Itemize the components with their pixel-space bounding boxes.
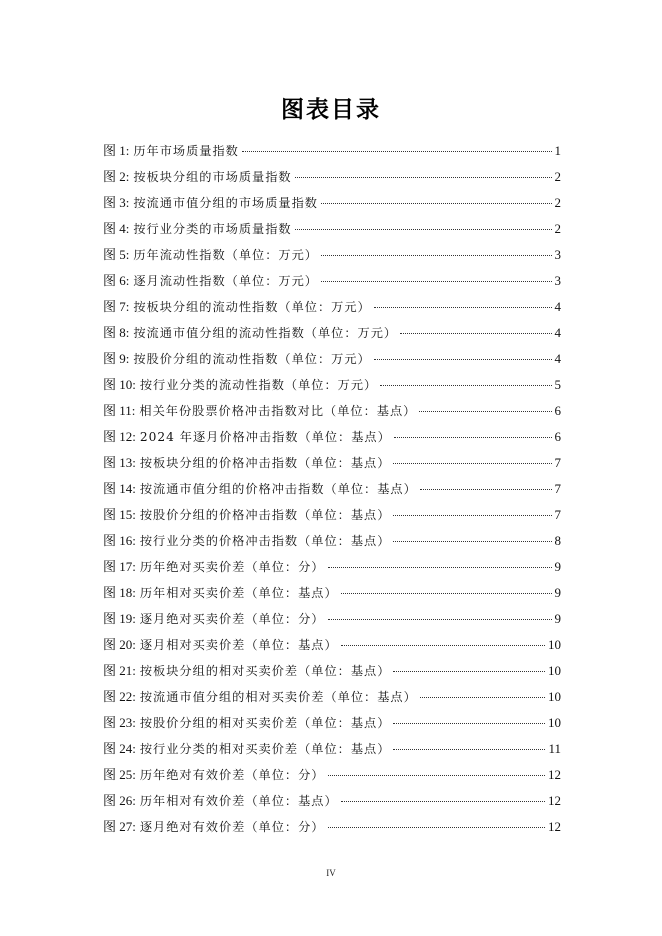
toc-entry-label <box>103 164 292 190</box>
toc-entry-label <box>103 554 325 580</box>
dot-leader <box>393 749 545 750</box>
dot-leader <box>420 697 545 698</box>
page-number: 6 <box>554 429 561 444</box>
toc-entry[interactable] <box>103 606 561 632</box>
dot-leader <box>393 515 551 516</box>
toc-entry[interactable] <box>103 450 561 476</box>
toc-entry[interactable] <box>103 814 561 840</box>
figure-number: 图 15: <box>103 507 136 522</box>
dot-leader <box>341 593 552 594</box>
figure-title: 逐月绝对买卖价差（单位：分） <box>139 612 325 626</box>
figure-number: 图 4: <box>103 221 130 236</box>
page-number: 7 <box>554 481 561 496</box>
page-number: 2 <box>554 221 561 236</box>
page-number: 11 <box>548 741 561 756</box>
toc-entry-label <box>103 242 318 268</box>
dot-leader <box>295 177 552 178</box>
figure-title: 相关年份股票价格冲击指数对比（单位：基点） <box>139 404 417 418</box>
toc-entry[interactable] <box>103 632 561 658</box>
page-number: 9 <box>554 611 561 626</box>
figure-title: 逐月流动性指数（单位：万元） <box>133 274 318 288</box>
toc-entry-label <box>103 762 325 788</box>
figure-number: 图 13: <box>103 455 136 470</box>
dot-leader <box>394 437 552 438</box>
figure-number: 图 7: <box>103 299 130 314</box>
page-number: 3 <box>554 273 561 288</box>
page-number: 7 <box>554 455 561 470</box>
page-number: 1 <box>554 143 561 158</box>
page-number: 10 <box>548 663 561 678</box>
figure-number: 图 9: <box>103 351 130 366</box>
dot-leader <box>341 645 545 646</box>
figure-number: 图 22: <box>103 689 136 704</box>
dot-leader <box>420 489 552 490</box>
toc-entry-label <box>103 294 371 320</box>
figure-number: 图 2: <box>103 169 130 184</box>
toc-entry[interactable] <box>103 736 561 762</box>
figure-number: 图 21: <box>103 663 136 678</box>
figure-title: 按流通市值分组的市场质量指数 <box>133 196 318 210</box>
page-number: 8 <box>554 533 561 548</box>
figure-number: 图 1: <box>103 143 130 158</box>
figure-number: 图 23: <box>103 715 136 730</box>
figure-title: 按股价分组的价格冲击指数（单位：基点） <box>139 508 391 522</box>
page-number: 10 <box>548 715 561 730</box>
toc-entry-label <box>103 658 390 684</box>
figure-title: 按行业分类的相对买卖价差（单位：基点） <box>139 742 391 756</box>
figure-title: 按板块分组的价格冲击指数（单位：基点） <box>139 456 391 470</box>
figure-number: 图 17: <box>103 559 136 574</box>
figure-number: 图 8: <box>103 325 130 340</box>
toc-entry-label <box>103 138 239 164</box>
toc-entry[interactable] <box>103 216 561 242</box>
dot-leader <box>242 151 552 152</box>
page-number: 10 <box>548 637 561 652</box>
toc-entry-label <box>103 632 338 658</box>
toc-entry[interactable] <box>103 294 561 320</box>
dot-leader <box>341 801 545 802</box>
toc-entry[interactable] <box>103 710 561 736</box>
toc-entry-label <box>103 814 325 840</box>
toc-entry-label <box>103 710 390 736</box>
toc-entry-label <box>103 580 338 606</box>
figure-list <box>103 138 561 840</box>
figure-number: 图 14: <box>103 481 136 496</box>
figure-title: 按板块分组的市场质量指数 <box>133 170 292 184</box>
dot-leader <box>321 255 552 256</box>
dot-leader <box>393 723 545 724</box>
page-number: 4 <box>554 299 561 314</box>
toc-entry-label <box>103 346 371 372</box>
page-number: 10 <box>548 689 561 704</box>
dot-leader <box>321 281 552 282</box>
page-number: 4 <box>554 351 561 366</box>
figure-number: 图 3: <box>103 195 130 210</box>
footer-page-number: IV <box>326 868 336 878</box>
dot-leader <box>380 385 551 386</box>
dot-leader <box>400 333 551 334</box>
dot-leader <box>321 203 552 204</box>
figure-number: 图 16: <box>103 533 136 548</box>
figure-number: 图 10: <box>103 377 136 392</box>
figure-number: 图 20: <box>103 637 136 652</box>
toc-entry[interactable] <box>103 242 561 268</box>
dot-leader <box>393 463 551 464</box>
dot-leader <box>419 411 551 412</box>
dot-leader <box>328 775 546 776</box>
figure-title: 历年相对有效价差（单位：基点） <box>139 794 338 808</box>
toc-entry-label <box>103 736 390 762</box>
figure-title: 历年相对买卖价差（单位：基点） <box>139 586 338 600</box>
figure-title: 按板块分组的流动性指数（单位：万元） <box>133 300 371 314</box>
figure-title: 按流通市值分组的流动性指数（单位：万元） <box>133 326 398 340</box>
figure-title: 按板块分组的相对买卖价差（单位：基点） <box>139 664 391 678</box>
page-number: 2 <box>554 169 561 184</box>
toc-entry[interactable] <box>103 684 561 710</box>
toc-entry-label <box>103 216 292 242</box>
toc-entry[interactable] <box>103 372 561 398</box>
dot-leader <box>393 671 545 672</box>
toc-entry[interactable] <box>103 164 561 190</box>
toc-entry[interactable] <box>103 320 561 346</box>
dot-leader <box>328 619 552 620</box>
dot-leader <box>374 359 552 360</box>
figure-title: 按行业分类的流动性指数（单位：万元） <box>139 378 378 392</box>
toc-entry-label <box>103 502 390 528</box>
toc-entry-label <box>103 320 397 346</box>
toc-entry[interactable] <box>103 190 561 216</box>
page-number: 3 <box>554 247 561 262</box>
toc-entry[interactable] <box>103 762 561 788</box>
figure-title: 历年市场质量指数 <box>133 144 239 158</box>
figure-title: 历年绝对买卖价差（单位：分） <box>139 560 325 574</box>
page-number: 12 <box>548 793 561 808</box>
dot-leader <box>295 229 552 230</box>
dot-leader <box>328 827 546 828</box>
figure-number: 图 12: <box>103 429 136 444</box>
toc-entry[interactable] <box>103 138 561 164</box>
figure-number: 图 25: <box>103 767 136 782</box>
page-number: 9 <box>554 559 561 574</box>
toc-entry[interactable] <box>103 554 561 580</box>
toc-entry-label <box>103 372 377 398</box>
toc-entry[interactable] <box>103 424 561 450</box>
toc-entry-label <box>103 606 325 632</box>
figure-title: 2024 年逐月价格冲击指数（单位：基点） <box>139 430 391 444</box>
page-number: 2 <box>554 195 561 210</box>
figure-number: 图 26: <box>103 793 136 808</box>
toc-entry[interactable] <box>103 788 561 814</box>
figure-number: 图 6: <box>103 273 130 288</box>
figure-title: 按股价分组的相对买卖价差（单位：基点） <box>139 716 391 730</box>
toc-entry-label <box>103 684 417 710</box>
page-number: 7 <box>554 507 561 522</box>
toc-entry[interactable] <box>103 476 561 502</box>
page-number: 5 <box>554 377 561 392</box>
toc-entry[interactable] <box>103 268 561 294</box>
toc-entry-label <box>103 450 390 476</box>
figure-title: 历年流动性指数（单位：万元） <box>133 248 318 262</box>
page-number: 6 <box>554 403 561 418</box>
page-number: 4 <box>554 325 561 340</box>
toc-entry[interactable] <box>103 528 561 554</box>
toc-entry-label <box>103 424 391 450</box>
figure-title: 逐月绝对有效价差（单位：分） <box>139 820 325 834</box>
page-number: 9 <box>554 585 561 600</box>
toc-entry-label <box>103 190 318 216</box>
toc-entry-label <box>103 268 318 294</box>
figure-title: 按行业分类的价格冲击指数（单位：基点） <box>139 534 391 548</box>
toc-entry[interactable] <box>103 398 561 424</box>
page-number: 12 <box>548 767 561 782</box>
figure-number: 图 11: <box>103 403 136 418</box>
toc-entry[interactable] <box>103 346 561 372</box>
figure-number: 图 19: <box>103 611 136 626</box>
toc-entry-label <box>103 788 338 814</box>
figure-title: 按流通市值分组的价格冲击指数（单位：基点） <box>139 482 417 496</box>
toc-entry[interactable] <box>103 502 561 528</box>
page-title: 图表目录 <box>281 97 381 123</box>
figure-title: 逐月相对买卖价差（单位：基点） <box>139 638 338 652</box>
figure-number: 图 27: <box>103 819 136 834</box>
page-number: 12 <box>548 819 561 834</box>
dot-leader <box>393 541 551 542</box>
figure-title: 历年绝对有效价差（单位：分） <box>139 768 325 782</box>
toc-entry[interactable] <box>103 580 561 606</box>
figure-number: 图 24: <box>103 741 136 756</box>
figure-title: 按行业分类的市场质量指数 <box>133 222 292 236</box>
toc-entry[interactable] <box>103 658 561 684</box>
toc-entry-label <box>103 398 416 424</box>
figure-number: 图 5: <box>103 247 130 262</box>
toc-entry-label <box>103 528 390 554</box>
toc-entry-label <box>103 476 417 502</box>
dot-leader <box>328 567 552 568</box>
figure-title: 按流通市值分组的相对买卖价差（单位：基点） <box>139 690 417 704</box>
dot-leader <box>374 307 552 308</box>
figure-title: 按股价分组的流动性指数（单位：万元） <box>133 352 371 366</box>
figure-number: 图 18: <box>103 585 136 600</box>
